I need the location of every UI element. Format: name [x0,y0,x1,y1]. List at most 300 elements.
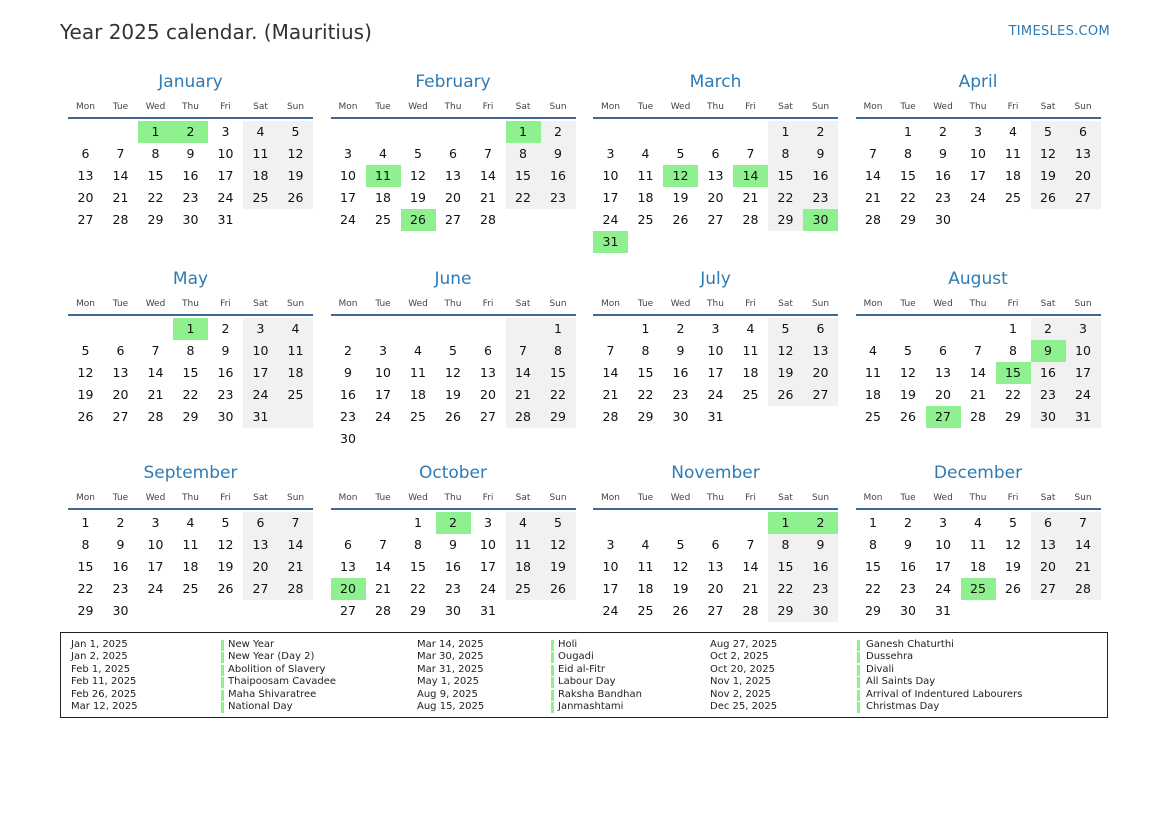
holiday-day-cell: 31 [593,231,628,253]
day-cell: 11 [287,343,304,358]
day-cell: 15 [410,559,426,574]
day-cell: 1 [904,124,912,139]
holiday-day-cell: 11 [366,165,401,187]
day-cell: 8 [519,146,527,161]
month-title: November [671,463,760,483]
day-cell: 8 [554,343,562,358]
day-cell: 2 [344,343,352,358]
day-cell: 27 [1040,581,1056,596]
day-cell: 23 [182,190,199,205]
day-cell: 15 [182,365,199,380]
day-cell: 1 [81,515,90,530]
day-cell: 28 [287,581,304,596]
day-cell: 18 [182,559,199,574]
weekday-label: Sun [549,493,567,503]
day-cell: 29 [410,603,426,618]
holiday-marker [221,677,224,688]
day-cell: 16 [812,559,829,574]
holiday-name: Janmashtami [558,700,624,712]
day-cell: 12 [1005,537,1021,552]
day-cell: 6 [711,537,720,552]
weekday-label: Thu [444,299,462,309]
day-cell: 29 [777,603,794,618]
day-cell: 3 [606,537,615,552]
day-cell: 22 [900,190,916,205]
day-cell: 7 [379,537,387,552]
weekday-label: Sun [286,299,305,309]
day-cell: 3 [221,124,230,139]
day-cell: 17 [375,387,391,402]
holiday-day-cell: 25 [961,578,996,600]
holiday-name: Raksha Bandhan [558,688,642,700]
weekday-label: Tue [637,493,654,503]
weekday-label: Tue [112,299,129,309]
day-cell: 12 [550,537,566,552]
weekday-label: Fri [1007,102,1019,112]
day-cell: 4 [746,321,755,336]
weekday-label: Wed [145,299,166,309]
month-title: June [434,269,472,289]
day-cell: 28 [375,603,391,618]
day-cell: 17 [217,168,234,183]
month-title: December [933,463,1023,483]
day-cell: 9 [554,146,562,161]
weekday-label: Fri [745,299,756,309]
day-cell: 21 [480,190,496,205]
day-cell: 4 [291,321,300,336]
day-cell: 6 [344,537,352,552]
day-cell: 20 [707,581,724,596]
holiday-marker [857,702,860,713]
day-cell: 16 [900,559,916,574]
day-cell: 12 [77,365,94,380]
day-cell: 1 [869,515,877,530]
weekday-label: Fri [482,102,494,112]
holiday-date: Feb 11, 2025 [71,676,137,688]
day-cell: 28 [865,212,881,227]
day-cell: 5 [554,515,562,530]
day-cell: 2 [1044,321,1052,336]
day-cell: 18 [742,365,759,380]
day-cell: 24 [480,581,496,596]
day-cell: 14 [147,365,164,380]
day-cell: 9 [344,365,352,380]
day-cell: 20 [1075,168,1091,183]
day-cell: 29 [1005,409,1021,424]
holiday-name: Holi [558,639,578,650]
day-cell: 7 [974,343,982,358]
weekday-label: Thu [182,102,199,112]
day-cell: 3 [711,321,720,336]
day-cell: 23 [812,190,829,205]
day-cell: 19 [900,387,916,402]
day-cell: 31 [707,409,724,424]
weekday-header [68,493,313,510]
day-cell: 25 [515,581,531,596]
weekday-label: Fri [220,102,231,112]
day-cell: 30 [672,409,689,424]
weekday-label: Mon [601,102,620,112]
holiday-name: New Year [228,639,275,650]
holiday-marker [221,640,224,651]
day-cell: 26 [287,190,304,205]
day-cell: 28 [742,212,759,227]
holiday-date: Nov 2, 2025 [710,688,771,700]
day-cell: 15 [900,168,916,183]
day-cell: 18 [252,168,269,183]
holiday-date: May 1, 2025 [417,676,480,688]
day-cell: 22 [410,581,426,596]
day-cell: 11 [970,537,986,552]
day-cell: 12 [777,343,794,358]
day-cell: 27 [1075,190,1091,205]
day-cell: 11 [637,168,654,183]
day-cell: 3 [939,515,947,530]
holiday-marker [551,677,554,688]
weekday-label: Mon [338,102,358,112]
weekday-label: Mon [338,299,358,309]
weekday-label: Mon [76,299,95,309]
holiday-date: Mar 30, 2025 [417,651,484,663]
weekday-label: Tue [375,299,391,309]
weekday-label: Sun [811,102,830,112]
day-cell: 20 [707,190,724,205]
day-cell: 11 [637,559,654,574]
day-cell: 30 [217,409,234,424]
day-cell: 14 [480,168,496,183]
day-cell: 4 [641,146,650,161]
day-cell: 1 [414,515,422,530]
holiday-day-cell: 1 [506,121,541,143]
day-cell: 20 [935,387,951,402]
weekday-label: Wed [145,493,166,503]
weekday-label: Tue [900,493,916,503]
day-cell: 17 [935,559,951,574]
day-cell: 15 [77,559,94,574]
day-cell: 5 [449,343,457,358]
day-cell: 26 [1040,190,1056,205]
day-cell: 7 [746,537,755,552]
day-cell: 23 [340,409,356,424]
day-cell: 15 [515,168,531,183]
weekday-label: Tue [112,493,129,503]
day-cell: 26 [777,387,794,402]
weekday-header [593,493,838,510]
day-cell: 14 [865,168,881,183]
day-cell: 8 [641,343,650,358]
weekday-label: Thu [707,102,724,112]
day-cell: 19 [1040,168,1056,183]
day-cell: 13 [77,168,94,183]
weekday-label: Thu [707,299,724,309]
weekday-label: Wed [408,493,428,503]
holiday-marker [857,690,860,701]
weekday-label: Tue [900,102,916,112]
day-cell: 3 [256,321,265,336]
day-cell: 21 [1075,559,1091,574]
weekday-header [856,299,1101,316]
month-title: October [418,463,488,483]
weekday-label: Sat [515,299,531,309]
holiday-day-cell: 9 [1031,340,1066,362]
holiday-name: Christmas Day [866,700,940,712]
weekday-header [331,493,576,510]
day-cell: 12 [287,146,304,161]
holiday-marker [551,702,554,713]
day-cell: 25 [1005,190,1021,205]
day-cell: 27 [480,409,496,424]
day-cell: 24 [340,212,356,227]
day-cell: 22 [1005,387,1021,402]
day-cell: 13 [252,537,269,552]
month-title: September [143,463,238,483]
day-cell: 17 [340,190,356,205]
day-cell: 2 [939,124,947,139]
day-cell: 9 [816,146,825,161]
weekday-label: Tue [375,102,391,112]
holiday-date: Dec 25, 2025 [710,700,778,712]
day-cell: 19 [777,365,794,380]
holiday-day-cell: 14 [733,165,768,187]
day-cell: 11 [515,537,531,552]
holiday-day-cell: 1 [138,121,173,143]
day-cell: 6 [484,343,492,358]
holiday-marker [551,640,554,651]
day-cell: 24 [252,387,269,402]
day-cell: 20 [1040,559,1056,574]
day-cell: 22 [637,387,654,402]
holiday-name: Abolition of Slavery [228,663,326,675]
month-title: August [948,269,1008,289]
day-cell: 5 [904,343,912,358]
day-cell: 15 [865,559,881,574]
day-cell: 5 [221,515,230,530]
day-cell: 7 [291,515,300,530]
weekday-label: Wed [670,493,691,503]
day-cell: 15 [777,168,794,183]
day-cell: 29 [865,603,881,618]
weekday-label: Sun [549,102,567,112]
day-cell: 19 [672,190,689,205]
day-cell: 9 [904,537,912,552]
holiday-day-cell: 2 [803,512,838,534]
day-cell: 18 [637,581,654,596]
weekday-header [593,102,838,119]
day-cell: 20 [77,190,94,205]
month-title: April [958,72,998,92]
day-cell: 14 [1075,537,1091,552]
day-cell: 22 [550,387,566,402]
weekday-label: Fri [1007,299,1019,309]
day-cell: 9 [449,537,457,552]
brand-link[interactable]: TIMESLES.COM [1008,24,1110,39]
day-cell: 24 [1075,387,1091,402]
day-cell: 8 [186,343,195,358]
day-cell: 5 [81,343,90,358]
day-cell: 4 [641,537,650,552]
day-cell: 11 [410,365,426,380]
day-cell: 20 [480,387,496,402]
day-cell: 13 [1075,146,1091,161]
holiday-marker [221,690,224,701]
day-cell: 13 [445,168,461,183]
weekday-label: Mon [601,493,620,503]
day-cell: 30 [812,603,829,618]
weekday-label: Thu [969,493,987,503]
day-cell: 8 [414,537,422,552]
day-cell: 19 [77,387,94,402]
day-cell: 10 [602,168,619,183]
day-cell: 29 [637,409,654,424]
day-cell: 29 [900,212,916,227]
day-cell: 23 [812,581,829,596]
day-cell: 12 [900,365,916,380]
day-cell: 30 [1040,409,1056,424]
day-cell: 17 [970,168,986,183]
holiday-date: Feb 1, 2025 [71,663,131,675]
day-cell: 9 [116,537,125,552]
holiday-marker [857,640,860,651]
day-cell: 29 [550,409,566,424]
day-cell: 10 [147,537,164,552]
weekday-label: Tue [900,299,916,309]
day-cell: 11 [252,146,269,161]
day-cell: 1 [641,321,650,336]
weekday-label: Thu [969,102,987,112]
holiday-marker [551,690,554,701]
day-cell: 11 [182,537,199,552]
day-cell: 21 [287,559,304,574]
page-title: Year 2025 calendar. (Mauritius) [60,20,372,44]
day-cell: 15 [147,168,164,183]
day-cell: 14 [287,537,304,552]
day-cell: 23 [217,387,234,402]
weekday-label: Sun [549,299,567,309]
day-cell: 27 [707,212,724,227]
day-cell: 23 [900,581,916,596]
day-cell: 14 [375,559,391,574]
weekday-label: Sat [253,299,268,309]
day-cell: 17 [602,190,619,205]
day-cell: 10 [602,559,619,574]
day-cell: 27 [340,603,356,618]
day-cell: 26 [672,603,689,618]
day-cell: 3 [606,146,615,161]
day-cell: 13 [340,559,356,574]
day-cell: 6 [116,343,125,358]
holiday-name: Maha Shivaratree [228,688,317,700]
holiday-marker [551,652,554,663]
day-cell: 14 [742,559,759,574]
day-cell: 10 [340,168,356,183]
day-cell: 13 [1040,537,1056,552]
day-cell: 8 [781,537,790,552]
day-cell: 17 [480,559,496,574]
holiday-date: Jan 1, 2025 [71,639,128,650]
day-cell: 21 [375,581,391,596]
day-cell: 1 [1009,321,1017,336]
day-cell: 22 [777,190,794,205]
day-cell: 13 [707,559,724,574]
day-cell: 30 [340,431,356,446]
day-cell: 29 [777,212,794,227]
weekday-label: Tue [112,102,129,112]
day-cell: 12 [1040,146,1056,161]
weekday-label: Thu [444,102,462,112]
day-cell: 22 [777,581,794,596]
day-cell: 4 [379,146,387,161]
weekday-header [593,299,838,316]
day-cell: 24 [147,581,164,596]
day-cell: 11 [742,343,759,358]
day-cell: 20 [445,190,461,205]
day-cell: 27 [252,581,269,596]
day-cell: 14 [602,365,619,380]
day-cell: 30 [182,212,199,227]
day-cell: 30 [900,603,916,618]
day-cell: 6 [81,146,90,161]
day-cell: 6 [1079,124,1087,139]
holiday-day-cell: 2 [173,121,208,143]
day-cell: 7 [151,343,160,358]
weekday-header [856,102,1101,119]
weekday-label: Sun [1074,493,1092,503]
day-cell: 9 [221,343,230,358]
day-cell: 21 [515,387,531,402]
day-cell: 16 [112,559,129,574]
day-cell: 17 [252,365,269,380]
day-cell: 23 [445,581,461,596]
day-cell: 26 [1005,581,1021,596]
day-cell: 7 [116,146,125,161]
holiday-marker [551,665,554,676]
holiday-name: Eid al-Fitr [558,663,605,675]
day-cell: 22 [515,190,531,205]
weekday-header [68,299,313,316]
day-cell: 13 [812,343,829,358]
day-cell: 25 [742,387,759,402]
day-cell: 3 [1079,321,1087,336]
weekday-label: Sat [1040,102,1056,112]
weekday-label: Sat [253,102,268,112]
day-cell: 2 [116,515,125,530]
weekday-label: Thu [969,299,987,309]
weekday-label: Wed [670,102,691,112]
day-cell: 28 [742,603,759,618]
day-cell: 26 [900,409,916,424]
holiday-date: Oct 2, 2025 [710,651,769,663]
day-cell: 22 [182,387,199,402]
day-cell: 28 [970,409,986,424]
day-cell: 11 [865,365,881,380]
day-cell: 18 [865,387,881,402]
day-cell: 2 [904,515,912,530]
holiday-marker [221,702,224,713]
day-cell: 24 [935,581,951,596]
holiday-date: Jan 2, 2025 [71,651,128,663]
day-cell: 10 [935,537,951,552]
weekday-label: Thu [182,493,199,503]
weekday-label: Fri [482,493,494,503]
weekday-label: Wed [933,493,953,503]
day-cell: 12 [672,559,689,574]
day-cell: 16 [672,365,689,380]
weekday-label: Wed [408,299,428,309]
day-cell: 20 [812,365,829,380]
holiday-name: Dussehra [866,651,914,663]
day-cell: 7 [519,343,527,358]
day-cell: 24 [970,190,986,205]
